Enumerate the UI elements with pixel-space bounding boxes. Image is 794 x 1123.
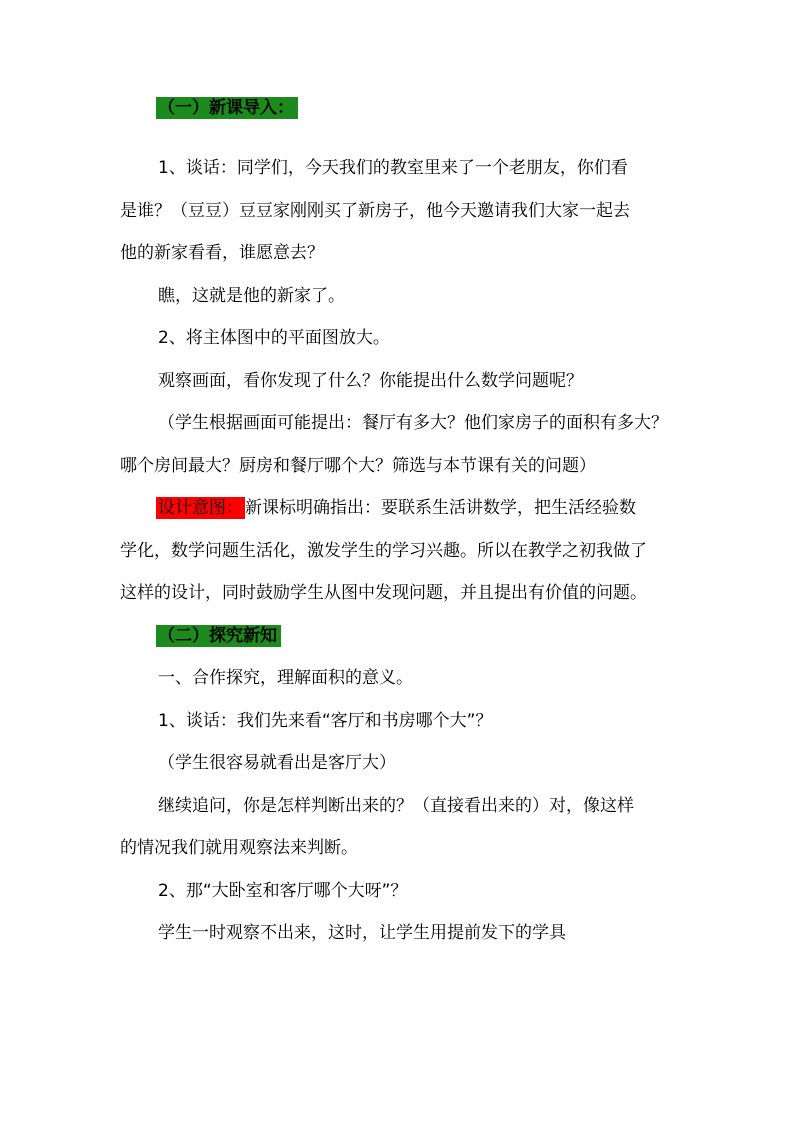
paragraph-line: 这样的设计，同时鼓励学生从图中发现问题，并且提出有价值的问题。 [120, 583, 647, 603]
paragraph-line: 观察画面，看你发现了什么？你能提出什么数学问题呢？ [158, 371, 583, 391]
paragraph-line: 继续追问，你是怎样判断出来的？（直接看出来的）对，像这样 [158, 796, 634, 816]
design-intent-label: 设计意图： [158, 498, 243, 518]
paragraph-line: 学生一时观察不出来，这时，让学生用提前发下的学具 [158, 923, 566, 943]
paragraph-line: 瞧，这就是他的新家了。 [158, 286, 345, 306]
paragraph-line: 2、那“大卧室和客厅哪个大呀”？ [158, 881, 408, 901]
paragraph-line: 学化，数学问题生活化，激发学生的学习兴趣。所以在教学之初我做了 [120, 541, 647, 561]
design-intent-line [156, 497, 636, 519]
paragraph-line: （学生根据画面可能提出：餐厅有多大？他们家房子的面积有多大？ [158, 413, 668, 433]
heading-highlight: （二）探究新知 [156, 625, 281, 647]
paragraph-line: 2、将主体图中的平面图放大。 [158, 328, 390, 348]
design-intent-text: 新课标明确指出：要联系生活讲数学，把生活经验数 [245, 498, 636, 518]
paragraph-line: 1、谈话：我们先来看“客厅和书房哪个大”？ [158, 711, 493, 731]
paragraph-line: 他的新家看看，谁愿意去？ [120, 243, 324, 263]
paragraph-line: 1、谈话：同学们，今天我们的教室里来了一个老朋友，你们看 [158, 158, 628, 178]
paragraph-line: 一、合作探究，理解面积的意义。 [158, 668, 413, 688]
paragraph-line: 哪个房间最大？厨房和餐厅哪个大？筛选与本节课有关的问题） [120, 456, 596, 476]
paragraph-line: （学生很容易就看出是客厅大） [158, 753, 396, 773]
paragraph-line: 的情况我们就用观察法来判断。 [120, 838, 358, 858]
heading-highlight: （一）新课导入： [156, 97, 298, 119]
section-heading-1 [156, 97, 298, 119]
section-heading-2 [156, 625, 281, 647]
paragraph-line: 是谁？（豆豆）豆豆家刚刚买了新房子，他今天邀请我们大家一起去 [120, 201, 630, 221]
